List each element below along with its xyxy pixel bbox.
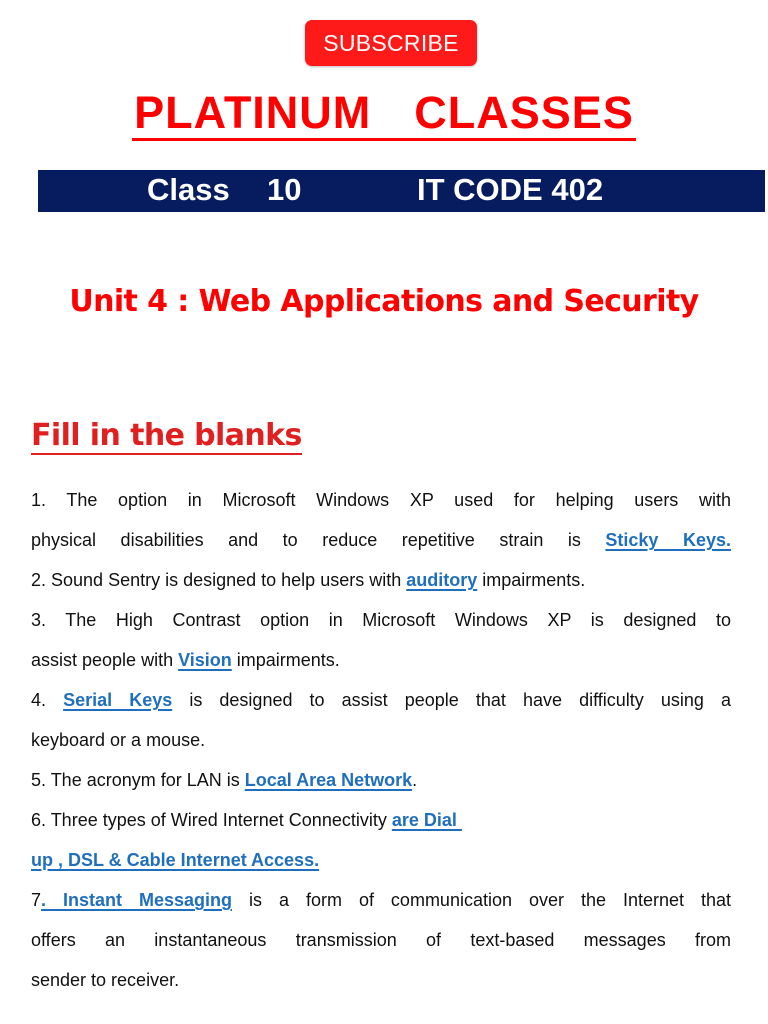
q1-answer: Sticky Keys. (605, 530, 731, 550)
class-label: Class 10 (147, 172, 302, 207)
q7-line1 (31, 880, 731, 920)
brand-title-text: PLATINUM CLASSES (132, 87, 636, 141)
q7-line2: offers an instantaneous transmission of text-based messages from (31, 930, 731, 950)
q7-answer: . Instant Messaging (41, 890, 233, 910)
q1-line1: 1. The option in Microsoft Windows XP used for helping users with (31, 490, 731, 510)
q2-text: 2. Sound Sentry is designed to help users with (31, 570, 407, 590)
q7-text-post: is a form of communication over the Internet that (232, 890, 732, 910)
it-code-label: IT CODE 402 (417, 172, 604, 207)
q1-text: physical disabilities and to reduce repetitive strain is (31, 530, 606, 550)
q3-answer: Vision (178, 650, 232, 670)
q3-line1: 3. The High Contrast option in Microsoft Windows XP is designed to (31, 610, 731, 630)
class-banner (38, 170, 765, 212)
q3-text-post: impairments. (231, 650, 340, 670)
q2-line (31, 560, 731, 600)
q5-line (31, 760, 731, 800)
q6-answer-part2: up , DSL & Cable Internet Access. (31, 850, 320, 870)
q5-text: 5. The acronym for LAN is (31, 770, 245, 790)
q3-text: assist people with (31, 650, 179, 670)
q3-line2 (31, 640, 731, 680)
q6-text: 6. Three types of Wired Internet Connectivity (31, 810, 392, 830)
q6-answer-part1: are Dial (391, 810, 462, 830)
question-list (31, 480, 731, 1000)
q4-line1 (31, 680, 731, 720)
q6-line2 (31, 840, 731, 880)
section-title (31, 418, 302, 453)
subscribe-button[interactable]: SUBSCRIBE (305, 20, 477, 66)
q5-answer: Local Area Network (244, 770, 413, 790)
q4-answer: Serial Keys (63, 690, 173, 710)
q4-line2: keyboard or a mouse. (31, 730, 206, 750)
q2-answer: auditory (406, 570, 478, 590)
q5-text-post: . (412, 770, 418, 790)
brand-title (0, 86, 768, 140)
section-title-text: Fill in the blanks (31, 418, 302, 453)
q7-text: 7 (31, 890, 42, 910)
q1-line2 (31, 520, 731, 560)
unit-title: Unit 4 : Web Applications and Security (69, 284, 699, 319)
q6-line1 (31, 800, 731, 840)
q7-line3: sender to receiver. (31, 970, 180, 990)
q4-text: 4. (31, 690, 64, 710)
q2-text-post: impairments. (477, 570, 586, 590)
q4-text-post: is designed to assist people that have difficulty using a (172, 690, 731, 710)
